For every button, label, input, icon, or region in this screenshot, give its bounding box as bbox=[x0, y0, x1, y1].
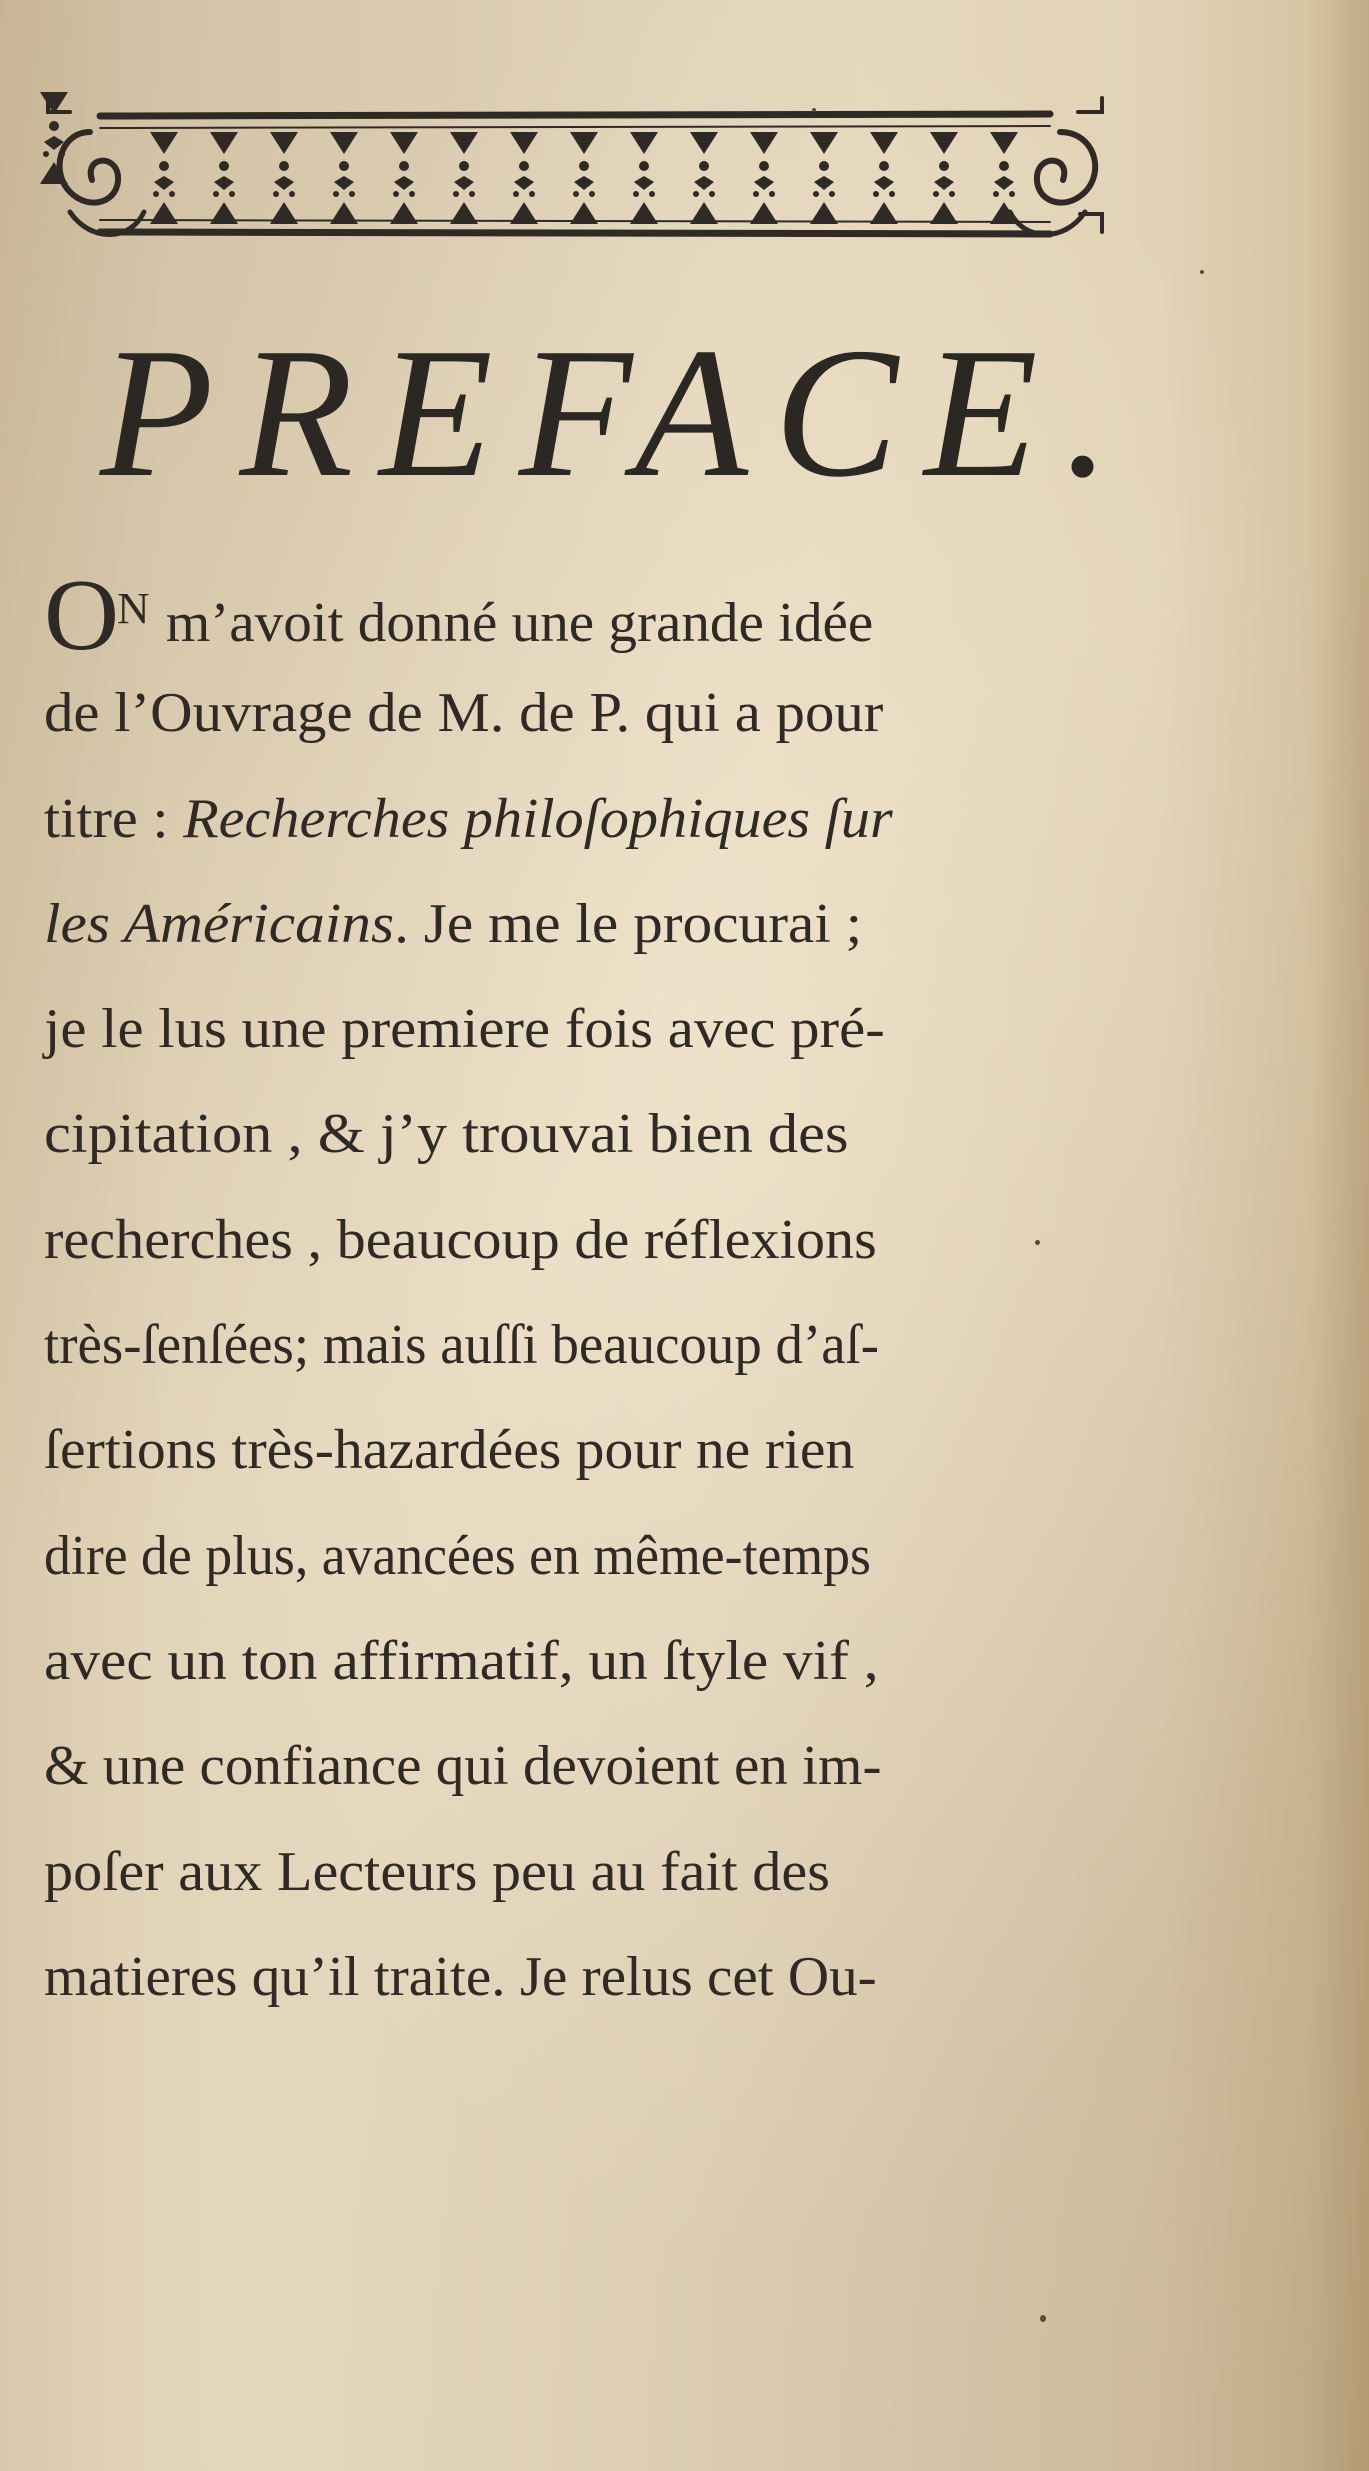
text-line bbox=[44, 556, 1156, 672]
text-line: très-ſenſées; mais auſſi beaucoup d’aſ- bbox=[44, 1314, 880, 1377]
text-line bbox=[44, 767, 1178, 872]
text-line: cipitation , & j’y trouvai bien des bbox=[44, 1103, 849, 1166]
printers-ornament-band bbox=[40, 92, 1110, 252]
text-line: matieres qu’il traite. Je relus cet Ou- bbox=[44, 1945, 877, 2008]
line-text: m’avoit donné une grande idée bbox=[151, 592, 874, 654]
italic-title-text: les Américains bbox=[44, 892, 395, 955]
small-caps-letter: N bbox=[117, 584, 152, 633]
italic-title-text: Recherches philoſophiques ſur bbox=[183, 787, 893, 850]
text-line: je le lus une premiere fois avec pré- bbox=[44, 998, 885, 1061]
body-text bbox=[44, 556, 1134, 2030]
ink-speck bbox=[1035, 1240, 1040, 1245]
page-edge-shadow bbox=[1309, 0, 1369, 2471]
text-line: avec un ton affirmatif, un ſtyle vif , bbox=[44, 1629, 879, 1692]
text-line: recherches , beaucoup de réflexions bbox=[44, 1208, 877, 1271]
text-line: dire de plus, avancées en même-temps bbox=[44, 1524, 871, 1587]
text-line: de l’Ouvrage de M. de P. qui a pour bbox=[44, 682, 884, 745]
text-line: ſertions très-hazardées pour ne rien bbox=[44, 1419, 855, 1482]
page-title: PREFACE. bbox=[100, 310, 1137, 516]
line-text: . Je me le procurai ; bbox=[394, 892, 863, 955]
drop-cap: O bbox=[44, 559, 118, 672]
line-text: titre : bbox=[44, 787, 184, 850]
text-line bbox=[44, 872, 1199, 977]
ink-speck bbox=[812, 108, 816, 112]
text-line: poſer aux Lecteurs peu au fait des bbox=[44, 1840, 830, 1903]
ink-speck bbox=[1200, 270, 1204, 274]
text-line: & une confiance qui devoient en im- bbox=[44, 1735, 882, 1798]
ink-speck bbox=[1040, 2315, 1046, 2322]
